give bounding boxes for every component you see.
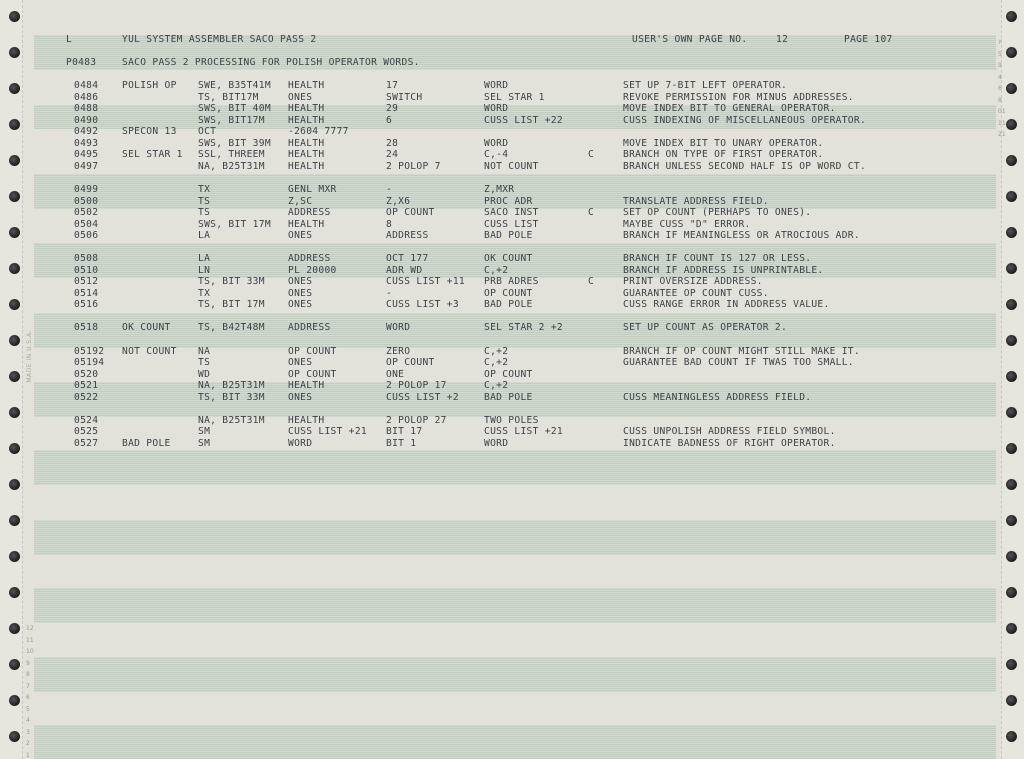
left-edge-number: 11 <box>26 636 34 644</box>
line-col2: WORD <box>386 322 411 333</box>
line-loc: 0497 <box>74 161 99 172</box>
line-col2: 28 <box>386 138 399 149</box>
line-label: SPECON 13 <box>122 126 177 137</box>
right-edge-number: 01 <box>998 108 1006 115</box>
line-loc: 0521 <box>74 380 99 391</box>
line-loc: 05194 <box>74 357 105 368</box>
line-op: NA, B25T31M <box>198 415 265 426</box>
sprocket-hole <box>1006 47 1017 58</box>
sprocket-hole <box>9 299 20 310</box>
left-edge-number: 6 <box>26 694 30 701</box>
line-loc: 0500 <box>74 196 99 207</box>
sprocket-hole <box>9 155 20 166</box>
line-col3: TWO POLES <box>484 415 539 426</box>
sprocket-hole <box>9 659 20 670</box>
line-col2: CUSS LIST +2 <box>386 392 459 403</box>
line-col2: ADDRESS <box>386 230 429 241</box>
line-operand: HEALTH <box>288 415 325 426</box>
line-comment: GUARANTEE BAD COUNT IF TWAS TOO SMALL. <box>623 357 854 368</box>
line-comment: BRANCH ON TYPE OF FIRST OPERATOR. <box>623 149 824 160</box>
line-label: BAD POLE <box>122 438 171 449</box>
line-comment: CUSS INDEXING OF MISCELLANEOUS OPERATOR. <box>623 115 867 126</box>
line-op: SM <box>198 438 211 449</box>
page-number: PAGE 107 <box>844 34 893 45</box>
sprocket-hole <box>1006 623 1017 634</box>
greenbar-band <box>34 725 996 759</box>
line-loc: 0490 <box>74 115 99 126</box>
line-operand: -2604 7777 <box>288 126 349 137</box>
line-loc: 0484 <box>74 80 99 91</box>
sprocket-hole <box>9 623 20 634</box>
line-op: TS <box>198 207 211 218</box>
right-edge-number: 11 <box>998 119 1006 127</box>
line-col3: PRB ADRES <box>484 276 539 287</box>
line-col2: SWITCH <box>386 92 423 103</box>
line-loc: 05192 <box>74 346 105 357</box>
sprocket-hole <box>1006 371 1017 382</box>
line-operand: GENL MXR <box>288 184 337 195</box>
left-edge-number: 2 <box>26 740 30 747</box>
line-loc: 0518 <box>74 322 99 333</box>
line-col2: CUSS LIST +3 <box>386 299 459 310</box>
greenbar-band <box>34 520 996 555</box>
line-comment: MOVE INDEX BIT TO UNARY OPERATOR. <box>623 138 824 149</box>
line-flag: C <box>588 149 595 160</box>
greenbar-band <box>34 450 996 485</box>
sprocket-hole <box>9 731 20 742</box>
sprocket-hole <box>1006 515 1017 526</box>
line-op: TS, B42T48M <box>198 322 265 333</box>
sprocket-hole <box>1006 155 1017 166</box>
line-loc: 0512 <box>74 276 99 287</box>
line-col2: BIT 1 <box>386 438 417 449</box>
line-operand: PL 20000 <box>288 265 337 276</box>
line-operand: OP COUNT <box>288 346 337 357</box>
line-op: SWS, BIT17M <box>198 115 265 126</box>
right-edge-number: Y <box>998 39 1002 46</box>
left-edge-number: 12 <box>26 625 34 632</box>
line-loc: 0520 <box>74 369 99 380</box>
line-comment: TRANSLATE ADDRESS FIELD. <box>623 196 769 207</box>
line-col3: WORD <box>484 103 509 114</box>
line-operand: ONES <box>288 299 313 310</box>
line-col3: WORD <box>484 138 509 149</box>
line-op: WD <box>198 369 211 380</box>
sprocket-hole <box>1006 695 1017 706</box>
right-edge-number: 8 <box>998 96 1002 104</box>
line-comment: SET UP 7-BIT LEFT OPERATOR. <box>623 80 788 91</box>
line-op: TX <box>198 288 211 299</box>
left-edge-number: 3 <box>26 728 30 736</box>
line-operand: ONES <box>288 276 313 287</box>
line-op: SWS, BIT 17M <box>198 219 271 230</box>
line-comment: REVOKE PERMISSION FOR MINUS ADDRESSES. <box>623 92 854 103</box>
line-loc: 0510 <box>74 265 99 276</box>
line-col2: CUSS LIST +11 <box>386 276 465 287</box>
line-col2: OP COUNT <box>386 357 435 368</box>
line-label: POLISH OP <box>122 80 177 91</box>
line-comment: BRANCH IF COUNT IS 127 OR LESS. <box>623 253 812 264</box>
line-comment: BRANCH IF MEANINGLESS OR ATROCIOUS ADR. <box>623 230 860 241</box>
line-loc: 0527 <box>74 438 99 449</box>
line-col3: CUSS LIST +22 <box>484 115 563 126</box>
line-op: SWS, BIT 39M <box>198 138 271 149</box>
line-operand: HEALTH <box>288 380 325 391</box>
line-col3: C,+2 <box>484 265 509 276</box>
right-edge-number: 21 <box>998 131 1006 138</box>
line-operand: HEALTH <box>288 161 325 172</box>
line-col2: 6 <box>386 115 393 126</box>
line-loc: 0508 <box>74 253 99 264</box>
line-loc: 0514 <box>74 288 99 299</box>
line-col3: BAD POLE <box>484 299 533 310</box>
right-edge-number: 5 <box>998 50 1002 58</box>
sprocket-hole <box>9 407 20 418</box>
header-title: YUL SYSTEM ASSEMBLER SACO PASS 2 <box>122 34 317 45</box>
line-col2: 29 <box>386 103 399 114</box>
line-comment: PRINT OVERSIZE ADDRESS. <box>623 276 763 287</box>
sprocket-hole <box>9 695 20 706</box>
line-comment: CUSS MEANINGLESS ADDRESS FIELD. <box>623 392 812 403</box>
line-col2: 2 POLOP 7 <box>386 161 441 172</box>
sprocket-hole <box>1006 587 1017 598</box>
line-op: TS, BIT 17M <box>198 299 265 310</box>
sprocket-hole <box>9 227 20 238</box>
line-loc: 0486 <box>74 92 99 103</box>
sprocket-hole <box>9 83 20 94</box>
line-col3: C,+2 <box>484 380 509 391</box>
line-col2: 17 <box>386 80 399 91</box>
line-loc: 0524 <box>74 415 99 426</box>
sprocket-hole <box>1006 731 1017 742</box>
greenbar-band <box>34 588 996 623</box>
line-operand: HEALTH <box>288 115 325 126</box>
line-col3: SEL STAR 1 <box>484 92 545 103</box>
line-loc: 0522 <box>74 392 99 403</box>
line-col3: OK COUNT <box>484 253 533 264</box>
line-col2: 24 <box>386 149 399 160</box>
line-col3: SEL STAR 2 +2 <box>484 322 563 333</box>
line-col3: OP COUNT <box>484 288 533 299</box>
line-operand: ONES <box>288 357 313 368</box>
sprocket-hole <box>1006 407 1017 418</box>
line-loc: 0516 <box>74 299 99 310</box>
line-operand: ADDRESS <box>288 253 331 264</box>
line-col3: PROC ADR <box>484 196 533 207</box>
line-operand: HEALTH <box>288 149 325 160</box>
line-col3: SACO INST <box>484 207 539 218</box>
line-op: SWS, BIT 40M <box>198 103 271 114</box>
line-operand: ONES <box>288 230 313 241</box>
sprocket-hole <box>1006 479 1017 490</box>
line-op: NA, B25T31M <box>198 161 265 172</box>
line-operand: ADDRESS <box>288 207 331 218</box>
line-col2: OP COUNT <box>386 207 435 218</box>
line-col2: ONE <box>386 369 405 380</box>
line-col3: BAD POLE <box>484 230 533 241</box>
line-comment: BRANCH IF ADDRESS IS UNPRINTABLE. <box>623 265 824 276</box>
section-id: P0483 <box>66 57 97 68</box>
line-col2: 2 POLOP 27 <box>386 415 447 426</box>
right-edge-number: 9 <box>998 62 1002 69</box>
line-col3: BAD POLE <box>484 392 533 403</box>
line-col2: - <box>386 184 393 195</box>
sprocket-hole <box>9 263 20 274</box>
line-comment: MAYBE CUSS "D" ERROR. <box>623 219 751 230</box>
line-op: TS, BIT 33M <box>198 392 265 403</box>
sprocket-hole <box>1006 443 1017 454</box>
sprocket-hole <box>9 551 20 562</box>
left-edge-number: 9 <box>26 659 30 667</box>
line-loc: 0492 <box>74 126 99 137</box>
left-edge-number: 7 <box>26 682 30 690</box>
line-operand: OP COUNT <box>288 369 337 380</box>
line-loc: 0495 <box>74 149 99 160</box>
line-col3: C,-4 <box>484 149 509 160</box>
sprocket-hole <box>9 335 20 346</box>
line-loc: 0493 <box>74 138 99 149</box>
line-operand: CUSS LIST +21 <box>288 426 367 437</box>
line-flag: C <box>588 276 595 287</box>
sprocket-hole <box>1006 551 1017 562</box>
header-mark: L <box>66 34 73 45</box>
sprocket-hole <box>9 515 20 526</box>
line-col2: OCT 177 <box>386 253 429 264</box>
line-operand: Z,SC <box>288 196 313 207</box>
line-loc: 0506 <box>74 230 99 241</box>
user-page-label: USER'S OWN PAGE NO. <box>632 34 748 45</box>
left-edge-number: 1 <box>26 751 30 759</box>
line-operand: ONES <box>288 392 313 403</box>
line-col2: ZERO <box>386 346 411 357</box>
left-edge-number: 5 <box>26 705 30 713</box>
line-col2: 8 <box>386 219 393 230</box>
sprocket-hole <box>1006 659 1017 670</box>
sprocket-hole <box>1006 83 1017 94</box>
sprocket-hole <box>9 47 20 58</box>
line-op: TS <box>198 196 211 207</box>
line-label: NOT COUNT <box>122 346 177 357</box>
line-op: SM <box>198 426 211 437</box>
sprocket-hole <box>9 479 20 490</box>
line-op: TX <box>198 184 211 195</box>
line-col3: CUSS LIST <box>484 219 539 230</box>
sprocket-hole <box>9 443 20 454</box>
line-col2: Z,X6 <box>386 196 411 207</box>
line-col3: Z,MXR <box>484 184 515 195</box>
line-op: TS, BIT17M <box>198 92 259 103</box>
line-operand: ONES <box>288 288 313 299</box>
line-comment: CUSS RANGE ERROR IN ADDRESS VALUE. <box>623 299 830 310</box>
line-operand: HEALTH <box>288 219 325 230</box>
line-col2: ADR WD <box>386 265 423 276</box>
line-loc: 0504 <box>74 219 99 230</box>
line-comment: SET OP COUNT (PERHAPS TO ONES). <box>623 207 812 218</box>
line-operand: HEALTH <box>288 80 325 91</box>
sprocket-hole <box>1006 335 1017 346</box>
line-loc: 0488 <box>74 103 99 114</box>
line-op: LN <box>198 265 211 276</box>
left-edge-number: 10 <box>26 648 34 655</box>
line-op: LA <box>198 230 211 241</box>
sprocket-hole <box>1006 299 1017 310</box>
line-op: OCT <box>198 126 217 137</box>
line-comment: BRANCH IF OP COUNT MIGHT STILL MAKE IT. <box>623 346 860 357</box>
line-col2: - <box>386 288 393 299</box>
line-col3: CUSS LIST +21 <box>484 426 563 437</box>
line-loc: 0525 <box>74 426 99 437</box>
sprocket-hole <box>1006 11 1017 22</box>
line-loc: 0499 <box>74 184 99 195</box>
line-col3: NOT COUNT <box>484 161 539 172</box>
line-label: OK COUNT <box>122 322 171 333</box>
line-comment: MOVE INDEX BIT TO GENERAL OPERATOR. <box>623 103 836 114</box>
line-comment: BRANCH UNLESS SECOND HALF IS OP WORD CT. <box>623 161 867 172</box>
sprocket-hole <box>1006 119 1017 130</box>
sprocket-hole <box>9 587 20 598</box>
line-comment: INDICATE BADNESS OF RIGHT OPERATOR. <box>623 438 836 449</box>
line-flag: C <box>588 207 595 218</box>
greenbar-band <box>34 657 996 692</box>
section-title: SACO PASS 2 PROCESSING FOR POLISH OPERATOR WORDS. <box>122 57 420 68</box>
line-op: SSL, THREEM <box>198 149 265 160</box>
line-loc: 0502 <box>74 207 99 218</box>
line-comment: CUSS UNPOLISH ADDRESS FIELD SYMBOL. <box>623 426 836 437</box>
sprocket-hole <box>9 371 20 382</box>
left-edge-number: 8 <box>26 671 30 678</box>
line-col3: C,+2 <box>484 346 509 357</box>
line-comment: GUARANTEE OP COUNT CUSS. <box>623 288 769 299</box>
line-operand: ONES <box>288 92 313 103</box>
imprint-text: MADE IN U.S.A. <box>26 330 33 383</box>
sprocket-hole <box>9 119 20 130</box>
line-col3: WORD <box>484 438 509 449</box>
line-operand: ADDRESS <box>288 322 331 333</box>
line-op: TS <box>198 357 211 368</box>
sprocket-hole <box>9 11 20 22</box>
user-page-number: 12 <box>776 34 789 45</box>
sprocket-hole <box>1006 227 1017 238</box>
line-op: TS, BIT 33M <box>198 276 265 287</box>
line-label: SEL STAR 1 <box>122 149 183 160</box>
line-col3: OP COUNT <box>484 369 533 380</box>
line-operand: HEALTH <box>288 138 325 149</box>
line-col3: WORD <box>484 80 509 91</box>
line-op: NA, B25T31M <box>198 380 265 391</box>
line-op: LA <box>198 253 211 264</box>
line-op: NA <box>198 346 211 357</box>
sprocket-hole <box>9 191 20 202</box>
line-comment: SET UP COUNT AS OPERATOR 2. <box>623 322 788 333</box>
line-col2: BIT 17 <box>386 426 423 437</box>
right-edge-number: 4 <box>998 73 1002 81</box>
line-op: SWE, B35T41M <box>198 80 271 91</box>
sprocket-hole <box>1006 263 1017 274</box>
line-operand: HEALTH <box>288 103 325 114</box>
right-edge-number: 6 <box>998 85 1002 92</box>
line-col3: C,+2 <box>484 357 509 368</box>
line-col2: 2 POLOP 17 <box>386 380 447 391</box>
line-operand: WORD <box>288 438 313 449</box>
left-edge-number: 4 <box>26 717 30 724</box>
sprocket-hole <box>1006 191 1017 202</box>
